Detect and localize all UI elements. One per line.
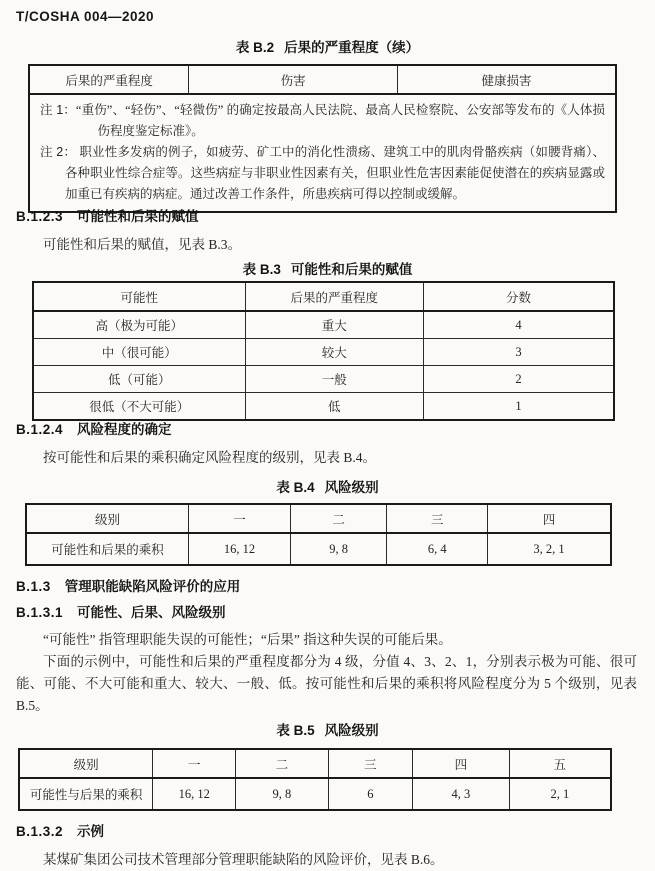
- table-b3-title-number: 表 B.3: [242, 262, 281, 277]
- table-cell: 重大: [245, 311, 423, 339]
- table-cell: 9, 8: [290, 533, 387, 565]
- table-cell: 6, 4: [387, 533, 488, 565]
- table-row: [26, 533, 611, 565]
- table-cell: 五: [509, 749, 611, 778]
- section-number: B.1.3: [16, 579, 51, 594]
- table-row: [33, 339, 614, 366]
- table-cell: 6: [328, 778, 413, 810]
- table-b2-title-number: 表 B.2: [235, 40, 275, 55]
- table-cell: 很低（不大可能）: [33, 393, 245, 421]
- table-cell: 可能性和后果的乘积: [26, 533, 189, 565]
- table-cell: 低: [245, 393, 423, 421]
- table-b5: [18, 748, 612, 811]
- table-row: [33, 282, 614, 311]
- table-b2-title-text: 后果的严重程度（续）: [284, 40, 420, 55]
- table-b4-title-text: 风险级别: [324, 480, 379, 495]
- paragraph-b124: 按可能性和后果的乘积确定风险程度的级别，见表 B.4。: [43, 450, 377, 465]
- table-b3-title-text: 可能性和后果的赋值: [290, 262, 413, 277]
- table-cell: 三: [328, 749, 413, 778]
- table-cell: 四: [488, 504, 611, 533]
- table-cell: 一: [189, 504, 291, 533]
- table-cell: 级别: [19, 749, 153, 778]
- table-cell: 后果的严重程度: [245, 282, 423, 311]
- note-2-text: 职业性多发病的例子，如疲劳、矿工中的消化性溃疡、建筑工中的肌肉骨骼疾病（如腰背痛）、各种职业性综合症等。这些病症与非职业性因素有关，但职业性危害因素能促使潜在的疾病显露或加重已有疾病的病症。通过改善工作条件，所患疾病可得以控制或缓解。: [65, 145, 605, 201]
- table-b2: [28, 64, 617, 213]
- table-cell: 可能性与后果的乘积: [19, 778, 153, 810]
- table-cell: 伤害: [189, 65, 398, 94]
- table-cell: 后果的严重程度: [29, 65, 189, 94]
- table-cell: 16, 12: [153, 778, 236, 810]
- section-heading-b13: [16, 575, 240, 595]
- table-b5-title: [0, 719, 655, 739]
- section-heading-b123: [16, 205, 199, 225]
- table-b4-title: [0, 476, 655, 496]
- table-cell: 一般: [245, 366, 423, 393]
- paragraph-b132: 某煤矿集团公司技术管理部分管理职能缺陷的风险评价，见表 B.6。: [43, 852, 444, 867]
- table-cell: 3, 2, 1: [488, 533, 611, 565]
- section-number: B.1.3.1: [16, 605, 64, 620]
- table-b4: [25, 503, 612, 566]
- paragraph-b123: 可能性和后果的赋值，见表 B.3。: [43, 237, 242, 252]
- table-cell: 可能性: [33, 282, 245, 311]
- table-row: [19, 778, 611, 810]
- table-cell: 二: [290, 504, 387, 533]
- table-row: [19, 749, 611, 778]
- table-cell: 健康损害: [398, 65, 616, 94]
- table-cell: 2: [423, 366, 614, 393]
- note-1: [40, 100, 605, 142]
- table-cell: 9, 8: [236, 778, 328, 810]
- section-title: 管理职能缺陷风险评价的应用: [64, 579, 241, 594]
- table-b2-title: [0, 36, 655, 56]
- section-heading-b131: [16, 601, 226, 621]
- table-cell: 高（极为可能）: [33, 311, 245, 339]
- table-cell: 三: [387, 504, 488, 533]
- table-cell: 中（很可能）: [33, 339, 245, 366]
- note-2: [40, 142, 605, 205]
- table-cell: 1: [423, 393, 614, 421]
- table-row: [29, 65, 616, 94]
- section-heading-b124: [16, 418, 172, 438]
- table-notes-cell: [29, 94, 616, 212]
- table-cell: 3: [423, 339, 614, 366]
- table-cell: 一: [153, 749, 236, 778]
- doc-code-header: T/COSHA 004—2020: [16, 9, 155, 24]
- table-row: [33, 366, 614, 393]
- table-row: [29, 94, 616, 212]
- table-cell: 四: [413, 749, 509, 778]
- table-b5-title-text: 风险级别: [324, 723, 379, 738]
- table-cell: 低（可能）: [33, 366, 245, 393]
- table-b4-title-number: 表 B.4: [276, 480, 315, 495]
- table-cell: 4: [423, 311, 614, 339]
- table-cell: 16, 12: [189, 533, 291, 565]
- section-heading-b132: [16, 820, 104, 840]
- table-row: [26, 504, 611, 533]
- table-row: [33, 393, 614, 421]
- note-2-label: 注 2：: [40, 145, 77, 159]
- table-cell: 分数: [423, 282, 614, 311]
- section-title: 可能性和后果的赋值: [77, 209, 199, 224]
- paragraph-b131-2: 下面的示例中，可能性和后果的严重程度都分为 4 级，分值 4、3、2、1，分别表示极为可能、很可能、可能、不大可能和重大、较大、一般、低。按可能性和后果的乘积将风险程度分为 5 个级别，见表 B.5。: [16, 654, 637, 713]
- table-cell: 4, 3: [413, 778, 509, 810]
- section-number: B.1.2.3: [16, 209, 64, 224]
- section-title: 风险程度的确定: [77, 422, 172, 437]
- table-b3: [32, 281, 615, 421]
- table-cell: 2, 1: [509, 778, 611, 810]
- note-1-text: “重伤”、“轻伤”、“轻微伤” 的确定按最高人民法院、最高人民检察院、公安部等发布的《人体损伤程度鉴定标准》。: [75, 103, 605, 138]
- table-cell: 较大: [245, 339, 423, 366]
- table-cell: 级别: [26, 504, 189, 533]
- table-cell: 二: [236, 749, 328, 778]
- section-title: 示例: [77, 824, 105, 839]
- paragraph-b131-1: “可能性” 指管理职能失误的可能性；“后果” 指这种失误的可能后果。: [43, 632, 452, 647]
- table-row: [33, 311, 614, 339]
- section-number: B.1.3.2: [16, 824, 64, 839]
- note-1-label: 注 1：: [40, 103, 76, 117]
- table-b3-title: [0, 258, 655, 278]
- section-title: 可能性、后果、风险级别: [77, 605, 226, 620]
- table-b5-title-number: 表 B.5: [276, 723, 315, 738]
- section-number: B.1.2.4: [16, 422, 64, 437]
